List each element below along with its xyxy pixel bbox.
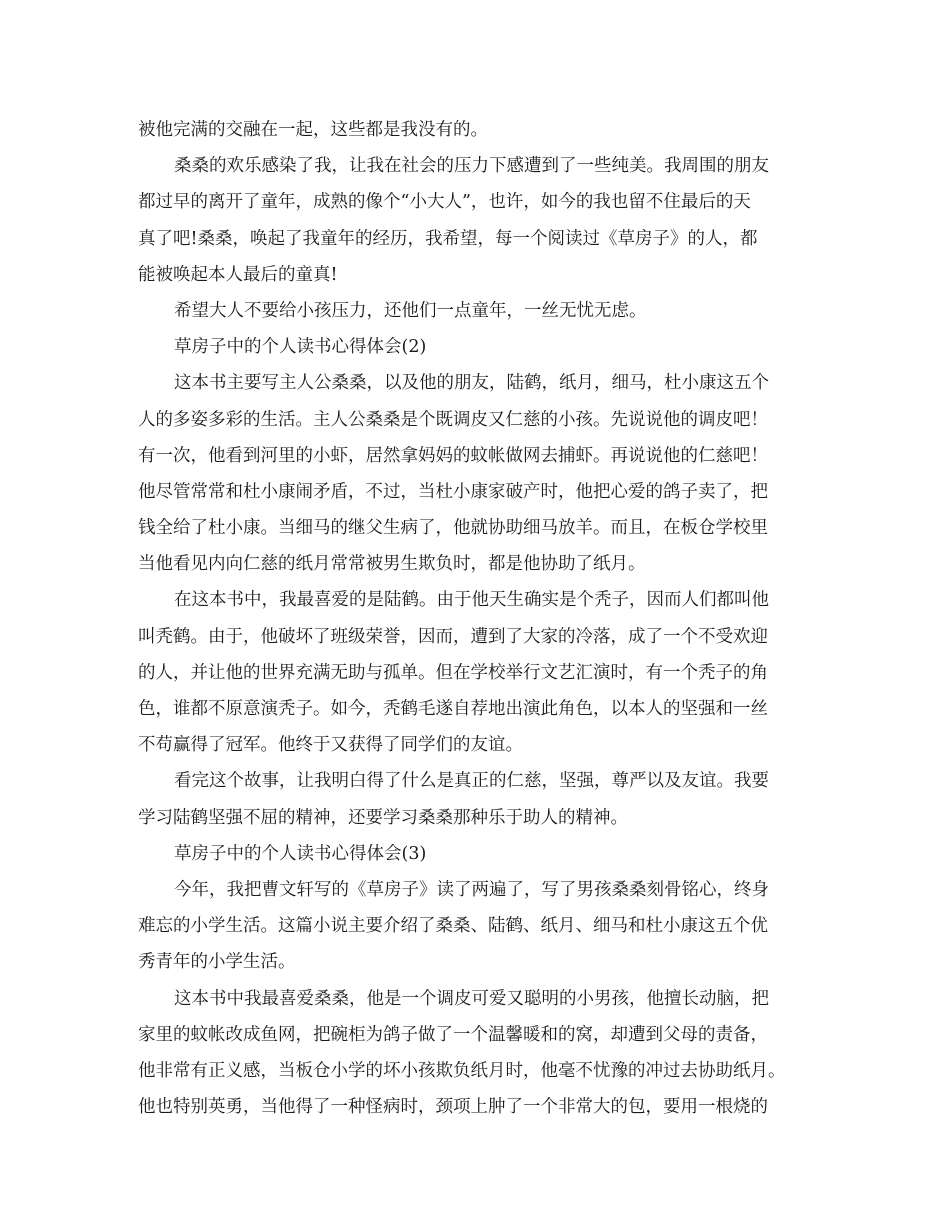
text-line: 草房子中的个人读书心得体会(2) [174,337,427,358]
text-line: 他也特别英勇，当他得了一种怪病时，颈项上肿了一个非常大的包，要用一根烧的 [138,1097,768,1118]
body-text [138,112,828,1125]
text-line: 的人，并让他的世界充满无助与孤单。但在学校举行文艺汇演时，有一个秃子的角 [138,662,768,683]
text-line: 希望大人不要给小孩压力，还他们一点童年，一丝无忧无虑。 [174,300,647,321]
text-line: 在这本书中，我最喜爱的是陆鹤。由于他天生确实是个秃子，因而人们都叫他 [174,590,769,611]
text-line: 秀青年的小学生活。 [138,952,296,973]
text-line: 今年，我把曹文轩写的《草房子》读了两遍了，写了男孩桑桑刻骨铭心，终身 [174,879,769,900]
text-line: 难忘的小学生活。这篇小说主要介绍了桑桑、陆鹤、纸月、细马和杜小康这五个优 [138,916,768,937]
text-line: 真了吧!桑桑，唤起了我童年的经历，我希望，每一个阅读过《草房子》的人，都 [138,228,758,249]
text-line: 这本书主要写主人公桑桑，以及他的朋友，陆鹤，纸月，细马，杜小康这五个 [174,373,769,394]
text-line: 当他看见内向仁慈的纸月常常被男生欺负时，都是他协助了纸月。 [138,554,646,575]
text-line: 钱全给了杜小康。当细马的继父生病了，他就协助细马放羊。而且，在板仓学校里 [138,518,768,539]
text-line: 能被唤起本人最后的童真! [138,264,338,285]
text-line: 他尽管常常和杜小康闹矛盾，不过，当杜小康家破产时，他把心爱的鸽子卖了，把 [138,481,768,502]
text-line: 草房子中的个人读书心得体会(3) [174,843,427,864]
text-line: 色，谁都不原意演秃子。如今，秃鹤毛遂自荐地出演此角色，以本人的坚强和一丝 [138,699,768,719]
text-line: 桑桑的欢乐感染了我，让我在社会的压力下感遭到了一些纯美。我周围的朋友 [174,156,769,177]
text-line: 这本书中我最喜爱桑桑，他是一个调皮可爱又聪明的小男孩，他擅长动脑，把 [174,988,769,1009]
text-line: 都过早的离开了童年，成熟的像个“小大人”，也许，如今的我也留不住最后的天 [138,192,751,213]
text-line: 人的多姿多彩的生活。主人公桑桑是个既调皮又仁慈的小孩。先说说他的调皮吧！ [138,409,768,430]
text-line: 他非常有正义感，当板仓小学的坏小孩欺负纸月时，他毫不忧豫的冲过去协助纸月。 [138,1060,786,1081]
text-line: 有一次，他看到河里的小虾，居然拿妈妈的蚊帐做网去捕虾。再说说他的仁慈吧！ [138,445,768,466]
text-line: 不苟赢得了冠军。他终于又获得了同学们的友谊。 [138,735,523,756]
text-line: 叫秃鹤。由于，他破坏了班级荣誉，因而，遭到了大家的冷落，成了一个不受欢迎 [138,626,768,647]
text-line: 学习陆鹤坚强不屈的精神，还要学习桑桑那种乐于助人的精神。 [138,807,628,828]
text-line: 看完这个故事，让我明白得了什么是真正的仁慈，坚强，尊严以及友谊。我要 [174,771,769,792]
text-line: 被他完满的交融在一起，这些都是我没有的。 [138,120,488,140]
text-line: 家里的蚊帐改成鱼网，把碗柜为鸽子做了一个温馨暖和的窝，却遭到父母的责备， [138,1024,768,1045]
